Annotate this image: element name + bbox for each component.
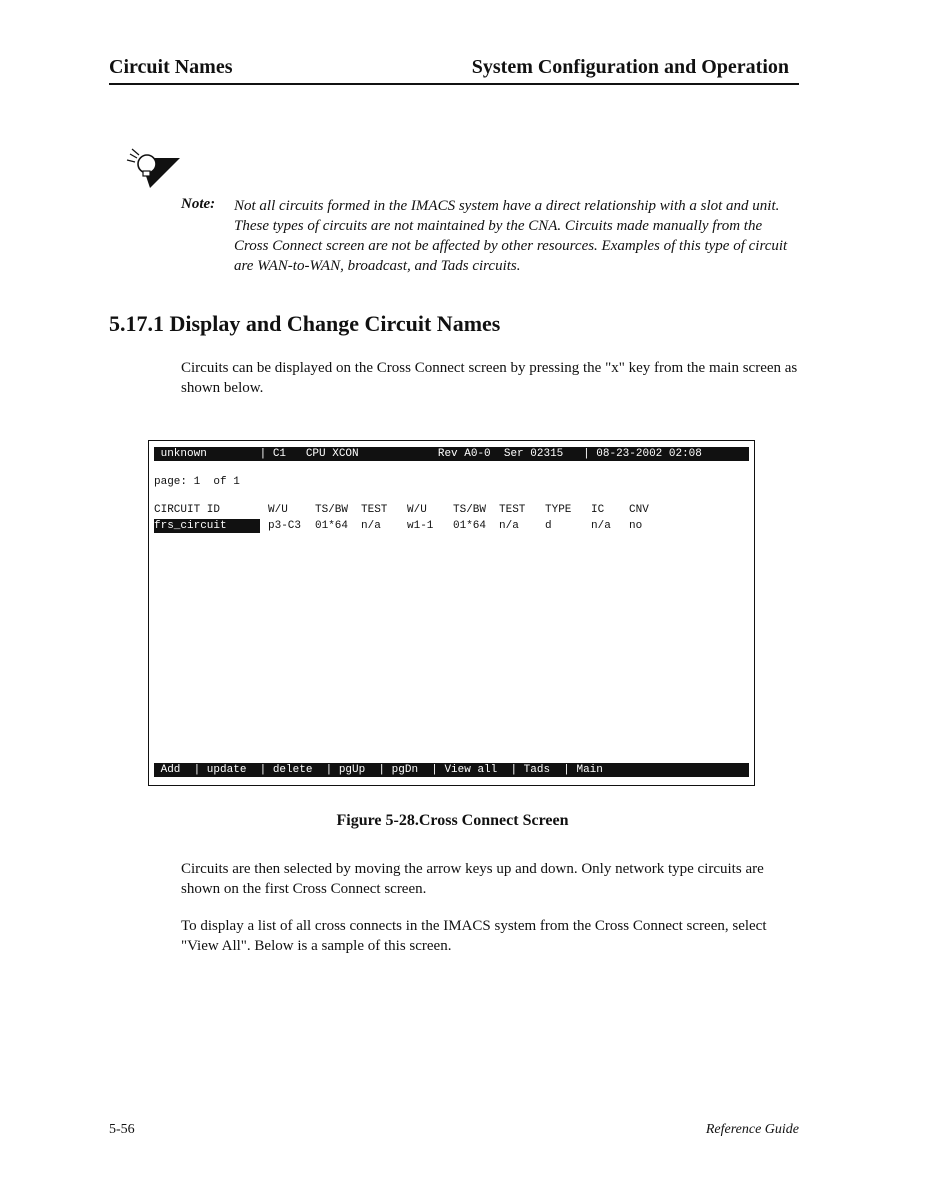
col-wu-1: W/U <box>268 504 288 516</box>
col-circuit-id: CIRCUIT ID <box>154 504 221 516</box>
lightbulb-pointer-icon <box>126 148 180 190</box>
cell-type: d <box>545 520 552 532</box>
section-heading: 5.17.1 Display and Change Circuit Names <box>109 311 501 336</box>
figure-caption: Figure 5-28.Cross Connect Screen <box>336 812 569 829</box>
col-test-2: TEST <box>499 504 526 516</box>
cell-test-2: n/a <box>499 520 519 532</box>
section-intro: Circuits can be displayed on the Cross Connect screen by pressing the "x" key from the main screen as shown below. <box>181 360 798 396</box>
cross-connect-screen <box>148 440 755 786</box>
cell-ic: n/a <box>591 520 611 532</box>
header-rule <box>109 83 799 85</box>
col-tsbw-2: TS/BW <box>453 504 487 516</box>
paragraph-selection: Circuits are then selected by moving the arrow keys up and down. Only network type circuits are shown on the first Cross Connect screen. <box>181 861 764 897</box>
cell-tsbw-2: 01*64 <box>453 520 487 532</box>
table-row[interactable] <box>154 519 749 533</box>
cell-test-1: n/a <box>361 520 381 532</box>
cell-circuit-id[interactable]: frs_circuit <box>154 519 260 533</box>
paragraph-view-all: To display a list of all cross connects in the IMACS system from the Cross Connect screen, select "View All". Below is a sample of this screen. <box>181 918 767 954</box>
col-type: TYPE <box>545 504 572 516</box>
command-menu-bar[interactable]: Add | update | delete | pgUp | pgDn | View all | Tads | Main <box>154 763 749 777</box>
footer-doc-title: Reference Guide <box>705 1122 799 1137</box>
col-wu-2: W/U <box>407 504 427 516</box>
status-bar: unknown | C1 CPU XCON Rev A0-0 Ser 02315 | 08-23-2002 02:08 <box>154 447 749 461</box>
note-text: Not all circuits formed in the IMACS system have a direct relationship with a slot and unit. These types of circuits are not maintained by the CNA. Circuits made manually from the Cross Connect screen are not be affected by other resources. Examples of this type of circuit are WAN-to-WAN, broadcast, and Tads circuits. <box>234 198 788 274</box>
col-ic: IC <box>591 504 605 516</box>
cell-wu-1: p3-C3 <box>268 520 302 532</box>
header-left-title: Circuit Names <box>109 56 233 78</box>
footer-page-number: 5-56 <box>109 1122 135 1137</box>
cell-wu-2: w1-1 <box>407 520 434 532</box>
note-label: Note: <box>181 196 216 212</box>
column-header-row <box>154 504 749 518</box>
page-indicator: page: 1 of 1 <box>154 476 240 488</box>
cell-tsbw-1: 01*64 <box>315 520 349 532</box>
col-cnv: CNV <box>629 504 649 516</box>
col-test-1: TEST <box>361 504 388 516</box>
header-right-title: System Configuration and Operation <box>471 56 789 78</box>
cell-cnv: no <box>629 520 643 532</box>
col-tsbw-1: TS/BW <box>315 504 349 516</box>
